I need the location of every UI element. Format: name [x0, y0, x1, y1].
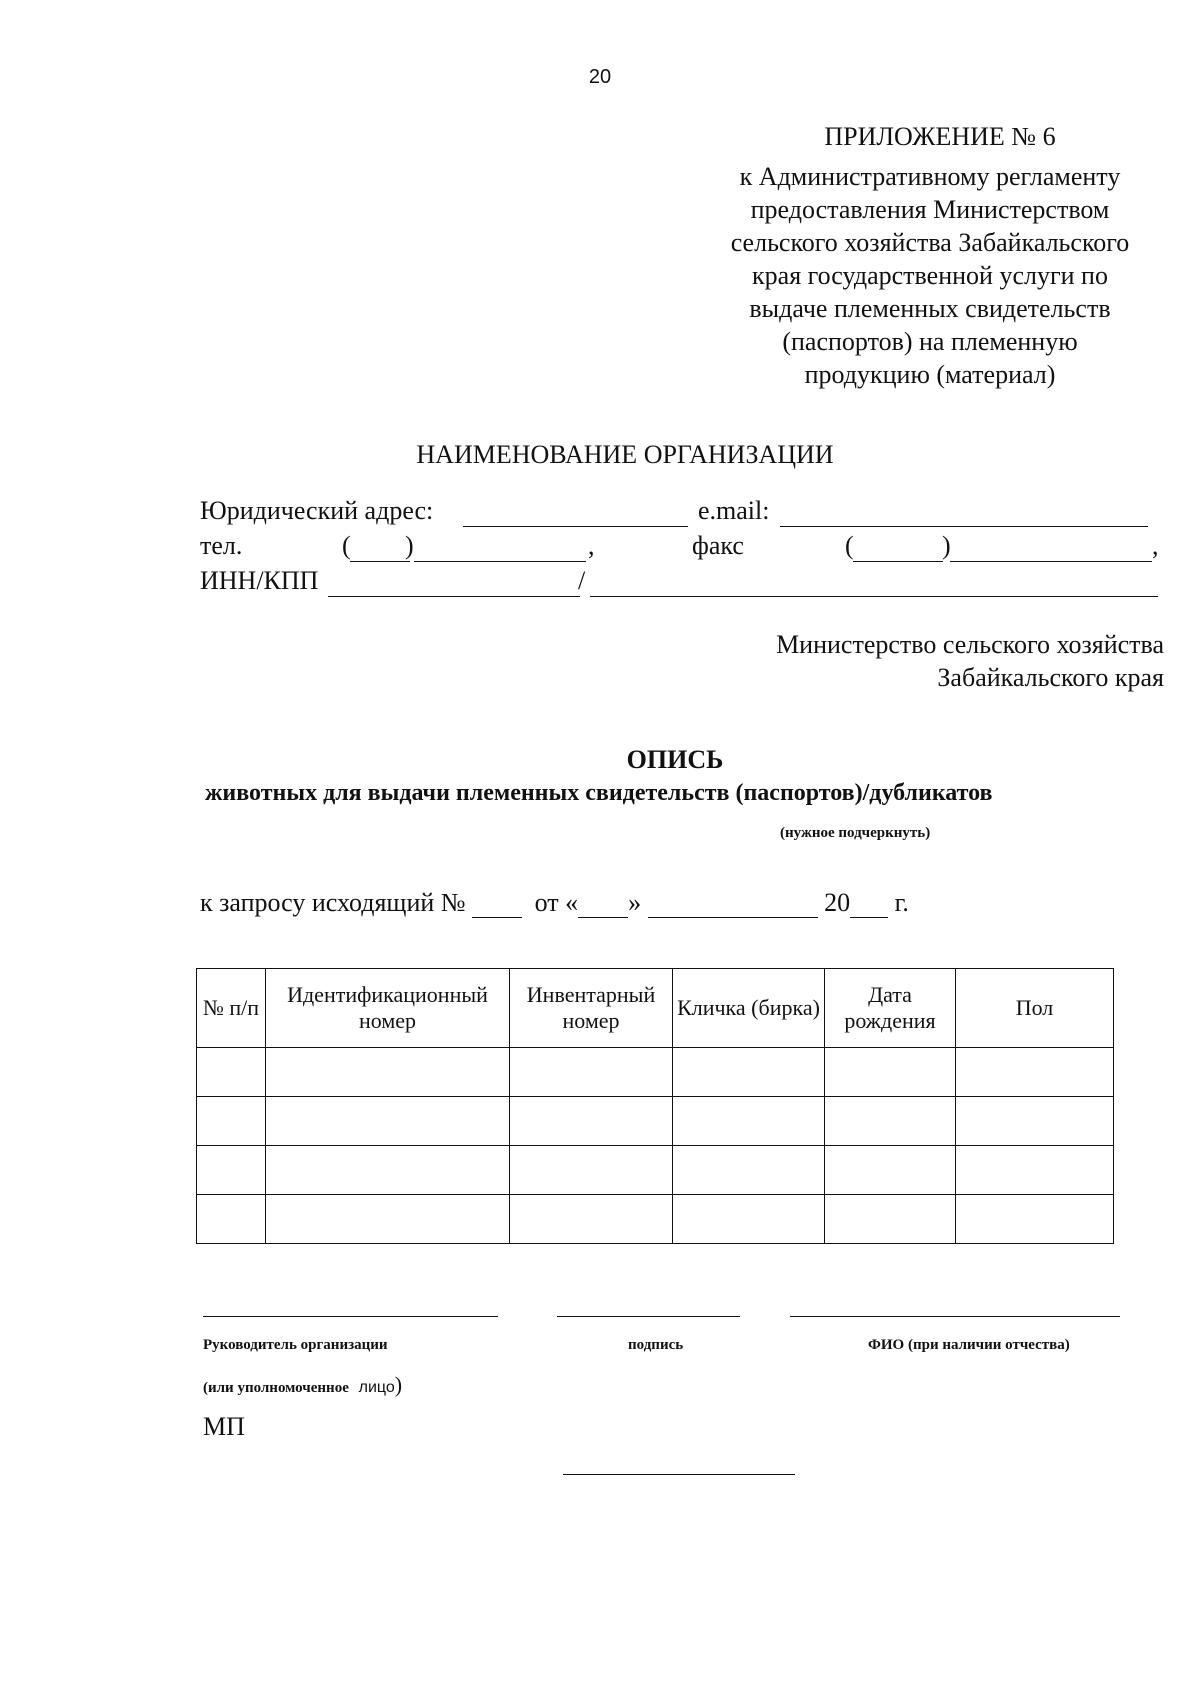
- table-cell[interactable]: [266, 1146, 510, 1195]
- inn-kpp-label: ИНН/КПП: [200, 566, 319, 595]
- inventory-table: [196, 968, 1114, 1244]
- table-cell[interactable]: [673, 1097, 825, 1146]
- recipient-line: Забайкальского края: [937, 663, 1164, 692]
- stamp-date-field[interactable]: [563, 1474, 795, 1475]
- table-cell[interactable]: [673, 1048, 825, 1097]
- page-number: 20: [588, 66, 612, 88]
- legal-address-label: Юридический адрес:: [200, 496, 434, 525]
- table-cell[interactable]: [266, 1097, 510, 1146]
- table-cell[interactable]: [510, 1048, 673, 1097]
- organization-name: НАИМЕНОВАНИЕ ОРГАНИЗАЦИИ: [416, 440, 834, 469]
- email-label: e.mail:: [698, 496, 770, 525]
- inn-kpp-slash: /: [578, 566, 586, 595]
- appendix-title: ПРИЛОЖЕНИЕ № 6: [824, 122, 1056, 151]
- appendix-subtitle-line: к Административному регламенту: [739, 162, 1121, 191]
- appendix-subtitle-line: (паспортов) на племенную: [782, 327, 1078, 356]
- head-name-field[interactable]: [203, 1316, 498, 1317]
- legal-address-field[interactable]: [463, 526, 688, 527]
- appendix-subtitle-line: сельского хозяйства Забайкальского: [730, 228, 1130, 257]
- request-close-quote: »: [628, 888, 642, 917]
- phone-comma: ,: [588, 531, 595, 560]
- table-cell[interactable]: [956, 1195, 1114, 1244]
- fax-close-paren: ): [942, 531, 951, 560]
- column-header: Дата рождения: [825, 969, 956, 1048]
- fax-open-paren: (: [845, 531, 854, 560]
- phone-close-paren: ): [405, 531, 414, 560]
- table-cell[interactable]: [956, 1097, 1114, 1146]
- phone-area-code-field[interactable]: [350, 561, 410, 562]
- table-cell[interactable]: [956, 1048, 1114, 1097]
- table-cell[interactable]: [825, 1048, 956, 1097]
- document-note: (нужное подчеркнуть): [780, 825, 931, 841]
- authorized-text: (или уполномоченное: [203, 1380, 349, 1396]
- authorized-label: [203, 1372, 402, 1398]
- table-cell[interactable]: [510, 1146, 673, 1195]
- request-label: к запросу исходящий №: [200, 888, 466, 917]
- email-field[interactable]: [780, 526, 1148, 527]
- request-month-field[interactable]: [648, 891, 818, 918]
- fax-area-code-field[interactable]: [853, 561, 943, 562]
- signature-field[interactable]: [557, 1316, 740, 1317]
- inn-field[interactable]: [328, 596, 580, 597]
- table-cell[interactable]: [673, 1195, 825, 1244]
- table-cell[interactable]: [197, 1048, 266, 1097]
- appendix-subtitle-line: предоставления Министерством: [750, 195, 1110, 224]
- document-subtitle: животных для выдачи племенных свидетельств (паспортов)/дубликатов: [205, 780, 993, 806]
- table-cell[interactable]: [825, 1097, 956, 1146]
- fax-comma: ,: [1152, 531, 1159, 560]
- column-header: Инвентарный номер: [510, 969, 673, 1048]
- person-paren: ): [394, 1372, 403, 1397]
- request-from: от «: [534, 888, 579, 917]
- stamp-label: МП: [203, 1412, 245, 1441]
- table-row: [197, 1195, 1114, 1244]
- request-year-prefix: 20: [824, 888, 851, 917]
- fax-label: факс: [692, 531, 744, 560]
- legal-address-row: [200, 496, 433, 526]
- appendix-subtitle-line: выдаче племенных свидетельств: [749, 294, 1111, 323]
- column-header: Пол: [956, 969, 1114, 1048]
- recipient: [776, 628, 1164, 694]
- fio-field[interactable]: [790, 1316, 1120, 1317]
- person-word: лицо: [358, 1379, 395, 1396]
- document-title: ОПИСЬ: [626, 745, 724, 774]
- table-row: [197, 1048, 1114, 1097]
- column-header: № п/п: [197, 969, 266, 1048]
- table-cell[interactable]: [197, 1195, 266, 1244]
- column-header: Кличка (бирка): [673, 969, 825, 1048]
- table-row: [197, 1146, 1114, 1195]
- request-number-field[interactable]: [472, 891, 522, 918]
- phone-open-paren: (: [342, 531, 351, 560]
- table-cell[interactable]: [197, 1146, 266, 1195]
- table-header-row: [197, 969, 1114, 1048]
- table-cell[interactable]: [956, 1146, 1114, 1195]
- phone-number-field[interactable]: [414, 561, 586, 562]
- appendix-subtitle: [680, 160, 1180, 391]
- table-cell[interactable]: [197, 1097, 266, 1146]
- fax-number-field[interactable]: [950, 561, 1152, 562]
- recipient-line: Министерство сельского хозяйства: [776, 630, 1164, 659]
- phone-label: тел.: [200, 531, 243, 560]
- table-cell[interactable]: [510, 1195, 673, 1244]
- head-label: Руководитель организации: [203, 1337, 388, 1353]
- fio-label: ФИО (при наличии отчества): [868, 1337, 1070, 1353]
- appendix-subtitle-line: края государственной услуги по: [752, 261, 1108, 290]
- table-cell[interactable]: [825, 1146, 956, 1195]
- table-cell[interactable]: [673, 1146, 825, 1195]
- request-year-suffix: г.: [894, 888, 909, 917]
- table-cell[interactable]: [266, 1048, 510, 1097]
- table-cell[interactable]: [510, 1097, 673, 1146]
- table-cell[interactable]: [266, 1195, 510, 1244]
- request-line: [200, 888, 909, 918]
- appendix-subtitle-line: продукцию (материал): [804, 360, 1056, 389]
- column-header: Идентификационный номер: [266, 969, 510, 1048]
- kpp-field[interactable]: [590, 596, 1158, 597]
- signature-label: подпись: [628, 1337, 684, 1353]
- request-year-field[interactable]: [850, 891, 888, 918]
- request-day-field[interactable]: [578, 891, 628, 918]
- table-row: [197, 1097, 1114, 1146]
- table-cell[interactable]: [825, 1195, 956, 1244]
